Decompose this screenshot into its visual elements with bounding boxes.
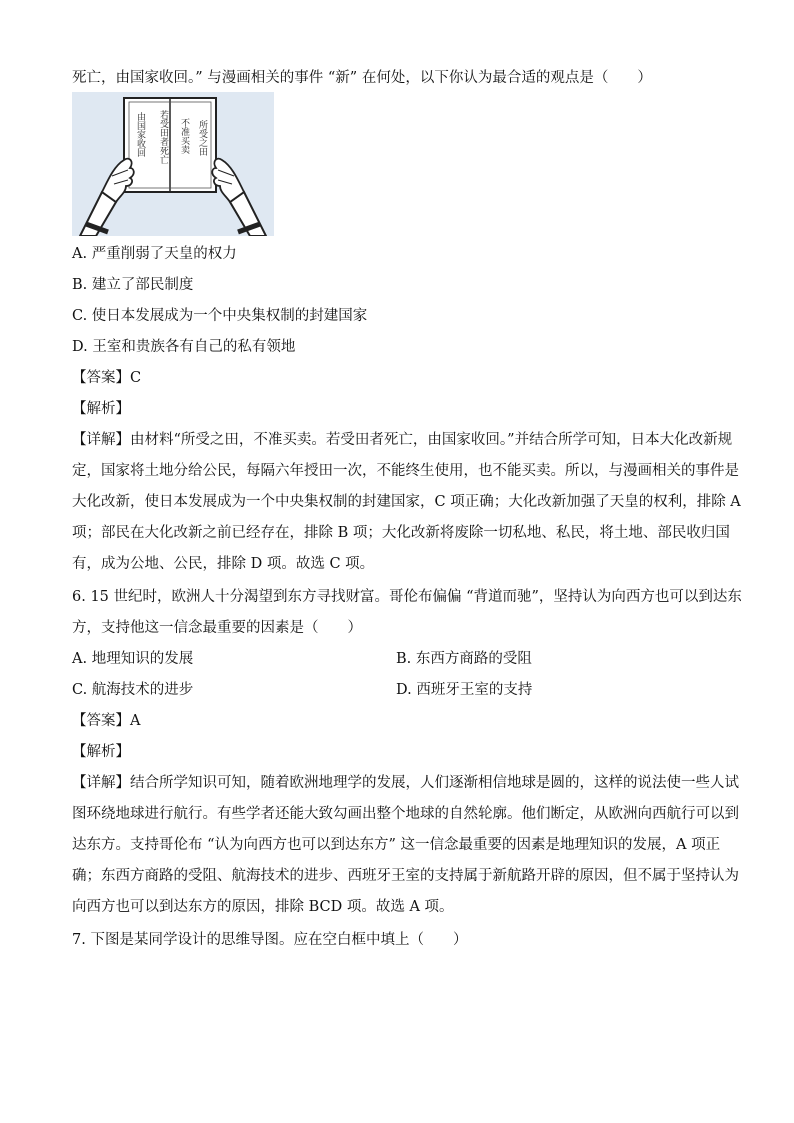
q6-option-c: C. 航海技术的进步 [72,682,194,698]
q5-detail-line: 有，成为公地、公民，排除 D 项。故选 C 项。 [72,556,375,572]
q5-detail-line: 项；部民在大化改新之前已经存在，排除 B 项；大化改新将废除一切私地、私民，将土地、部民收归国 [72,525,730,541]
q6-option-b: B. 东西方商路的受阻 [396,651,532,667]
q6-detail-line: 图环绕地球进行航行。有些学者还能大致勾画出整个地球的自然轮廓。他们断定，从欧洲向西航行可以到 [72,806,739,822]
q5-stem-tail: 死亡，由国家收回。” 与漫画相关的事件 “新” 在何处，以下你认为最合适的观点是（ ） [72,70,652,86]
q6-stem-line: 方，支持他这一信念最重要的因素是（ ） [72,620,362,636]
q6-analysis-label: 【解析】 [72,744,130,760]
comic-text-col2 [179,118,190,155]
q6-detail-line: 确；东西方商路的受阻、航海技术的进步、西班牙王室的支持属于新航路开辟的原因，但不属于坚持认为 [72,868,739,884]
q5-answer: 【答案】C [72,370,142,386]
q5-option-c: C. 使日本发展成为一个中央集权制的封建国家 [72,308,368,324]
q5-detail-line: 【详解】由材料“所受之田，不准买卖。若受田者死亡，由国家收回。”并结合所学可知，日本大化改新规 [72,432,733,448]
q6-detail-line: 向西方也可以到达东方的原因，排除 BCD 项。故选 A 项。 [72,899,454,915]
comic-image [72,92,274,236]
q5-option-a: A. 严重削弱了天皇的权力 [72,246,237,262]
q5-option-b: B. 建立了部民制度 [72,277,194,293]
svg-text:所受之田: 所受之田 [197,120,207,156]
q6-option-a: A. 地理知识的发展 [72,651,194,667]
comic-text-col3 [158,109,169,164]
q6-stem-line: 6. 15 世纪时，欧洲人十分渴望到东方寻找财富。哥伦布偏偏 “背道而驰”，坚持认为向西方也可以到达东 [72,589,742,605]
comic-text-col1 [197,120,208,156]
q6-answer: 【答案】A [72,713,141,729]
q5-analysis-label: 【解析】 [72,401,130,417]
q5-option-d: D. 王室和贵族各有自己的私有领地 [72,339,296,355]
q5-detail-line: 定，国家将土地分给公民，每隔六年授田一次，不能终生使用，也不能买卖。所以，与漫画相关的事件是 [72,463,739,479]
q7-stem: 7. 下图是某同学设计的思维导图。应在空白框中填上（ ） [72,932,468,948]
q5-detail-line: 大化改新，使日本发展成为一个中央集权制的封建国家，C 项正确；大化改新加强了天皇的权利，排除 A [72,494,741,510]
svg-text:由国家收回: 由国家收回 [135,112,145,157]
svg-text:不准买卖: 不准买卖 [179,118,189,154]
q6-option-d: D. 西班牙王室的支持 [396,682,533,698]
q6-detail-line: 达东方。支持哥伦布 “认为向西方也可以到达东方” 这一信念最重要的因素是地理知识的发展，A 项正 [72,837,721,853]
q6-detail-line: 【详解】结合所学知识可知，随着欧洲地理学的发展，人们逐渐相信地球是圆的，这样的说法使一些人试 [72,775,739,791]
svg-text:若受田者死亡: 若受田者死亡 [158,110,168,164]
comic-text-col4 [135,111,146,157]
